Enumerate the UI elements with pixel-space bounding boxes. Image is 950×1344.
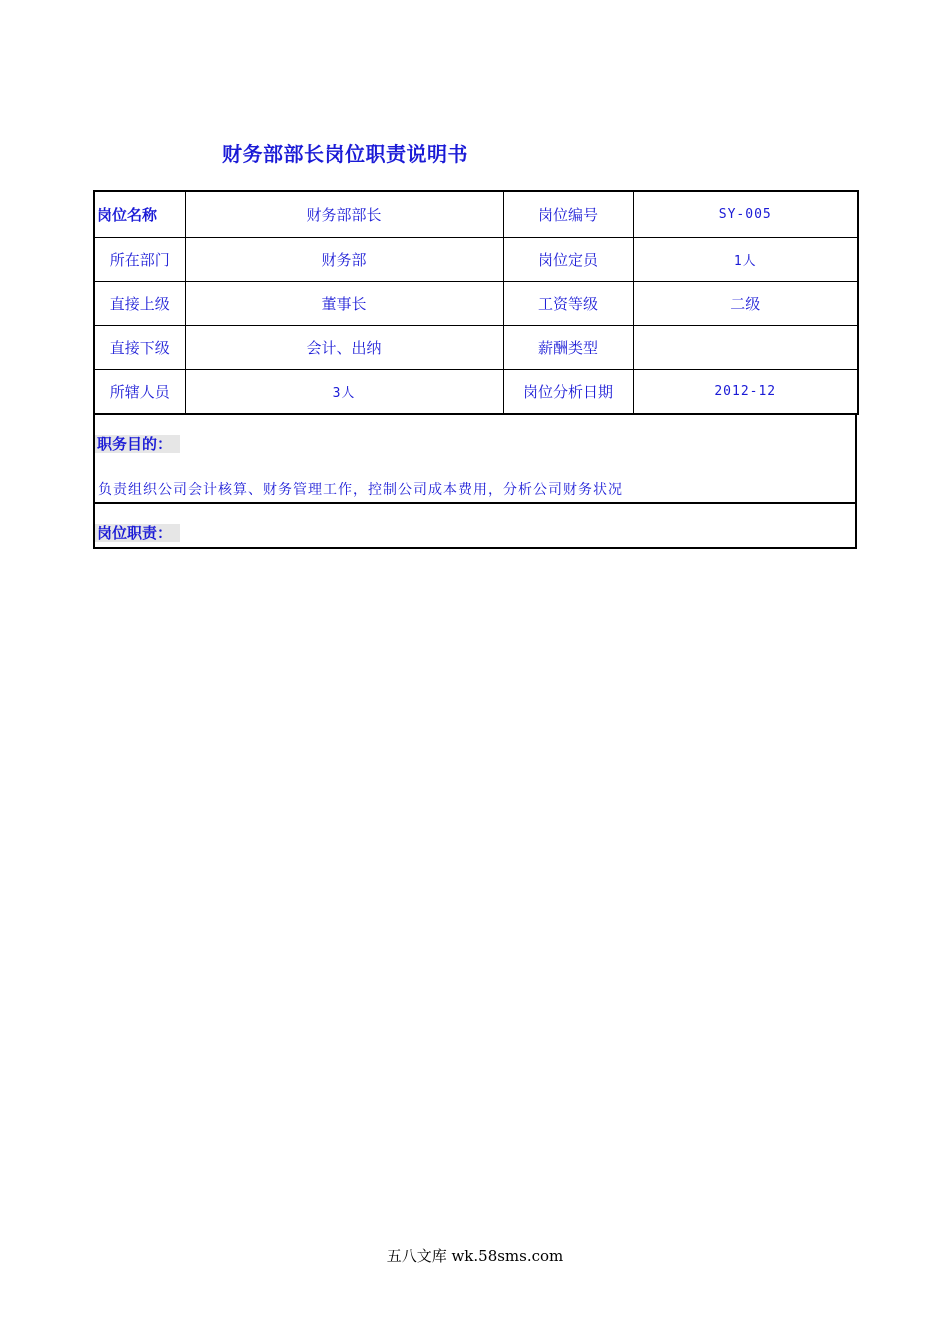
- headcount-value: 1人: [633, 238, 858, 282]
- table-row: [94, 282, 858, 326]
- direct-superior-value: 董事长: [185, 282, 503, 326]
- staff-managed-value: 3人: [185, 370, 503, 415]
- analysis-date-label: 岗位分析日期: [503, 370, 633, 415]
- headcount-label: 岗位定员: [503, 238, 633, 282]
- position-info-table: [93, 190, 859, 415]
- compensation-type-label: 薪酬类型: [503, 326, 633, 370]
- duties-heading: 岗位职责：: [95, 524, 180, 542]
- document-title: 财务部部长岗位职责说明书: [222, 142, 468, 166]
- duties-section: [93, 502, 857, 549]
- direct-superior-label: 直接上级: [94, 282, 185, 326]
- purpose-heading: 职务目的：: [95, 435, 180, 453]
- table-row: [94, 370, 858, 415]
- purpose-section: [93, 413, 857, 504]
- position-code-value: SY-005: [633, 191, 858, 238]
- purpose-text: 负责组织公司会计核算、财务管理工作，控制公司成本费用，分析公司财务状况: [98, 482, 623, 498]
- position-code-label: 岗位编号: [503, 191, 633, 238]
- position-name-value: 财务部部长: [185, 191, 503, 238]
- analysis-date-value: 2012-12: [633, 370, 858, 415]
- salary-grade-value: 二级: [633, 282, 858, 326]
- direct-subordinate-label: 直接下级: [94, 326, 185, 370]
- table-row: [94, 191, 858, 238]
- table-row: [94, 238, 858, 282]
- department-label: 所在部门: [94, 238, 185, 282]
- position-name-label: 岗位名称: [94, 191, 185, 238]
- staff-managed-label: 所辖人员: [94, 370, 185, 415]
- department-value: 财务部: [185, 238, 503, 282]
- table-row: [94, 326, 858, 370]
- direct-subordinate-value: 会计、出纳: [185, 326, 503, 370]
- compensation-type-value: [633, 326, 858, 370]
- footer-watermark: 五八文库 wk.58sms.com: [386, 1247, 564, 1265]
- salary-grade-label: 工资等级: [503, 282, 633, 326]
